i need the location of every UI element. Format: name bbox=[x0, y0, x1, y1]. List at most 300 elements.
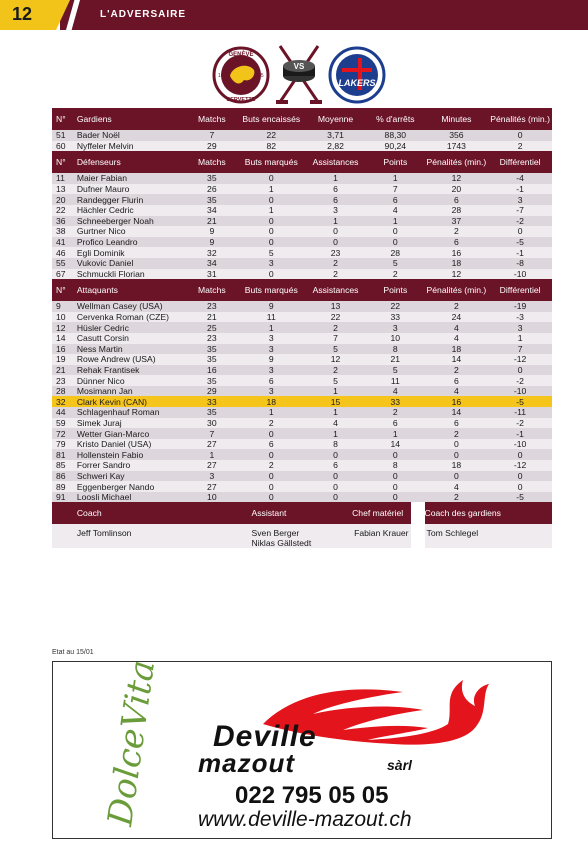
forward-cell: 0 bbox=[488, 481, 552, 492]
geneve-servette-logo bbox=[212, 46, 270, 104]
forward-cell: 23 bbox=[186, 301, 237, 312]
forward-cell: 3 bbox=[488, 322, 552, 333]
defender-cell: 0 bbox=[238, 173, 306, 184]
goalie-cell: Nyffeler Melvin bbox=[75, 141, 186, 152]
defender-row bbox=[52, 205, 552, 216]
forward-cell: 81 bbox=[52, 449, 75, 460]
forward-cell: 1 bbox=[186, 449, 237, 460]
staff-header-coach: Coach bbox=[75, 502, 186, 524]
defender-row bbox=[52, 173, 552, 184]
defender-cell: Vukovic Daniel bbox=[75, 258, 186, 269]
defender-cell: -2 bbox=[488, 216, 552, 227]
forward-cell: 0 bbox=[488, 449, 552, 460]
forward-cell: 0 bbox=[238, 492, 306, 503]
defender-cell: 11 bbox=[52, 173, 75, 184]
goalie-cell: 7 bbox=[186, 130, 237, 141]
defender-cell: 46 bbox=[52, 247, 75, 258]
forward-cell: 8 bbox=[305, 439, 366, 450]
defender-cell: Schmuckli Florian bbox=[75, 269, 186, 280]
goalie-cell: 3,71 bbox=[305, 130, 366, 141]
defender-cell: 7 bbox=[366, 184, 424, 195]
forward-cell: -5 bbox=[488, 492, 552, 503]
goalie-cell: 60 bbox=[52, 141, 75, 152]
forward-cell: 6 bbox=[238, 439, 306, 450]
forward-cell: 8 bbox=[366, 460, 424, 471]
defender-cell: 6 bbox=[305, 194, 366, 205]
forward-cell: 14 bbox=[366, 439, 424, 450]
forward-row bbox=[52, 344, 552, 355]
forward-row bbox=[52, 449, 552, 460]
goalie-header-4: Moyenne bbox=[305, 108, 366, 130]
defender-cell: 5 bbox=[238, 247, 306, 258]
svg-text:LAKERS: LAKERS bbox=[338, 78, 376, 88]
forward-cell: 12 bbox=[305, 354, 366, 365]
forward-cell: 35 bbox=[186, 375, 237, 386]
assistant-name-2: Niklas Gällstedt bbox=[251, 538, 312, 549]
forward-header-row bbox=[52, 279, 552, 301]
forward-row bbox=[52, 301, 552, 312]
defender-cell: 38 bbox=[52, 226, 75, 237]
forward-cell: 86 bbox=[52, 471, 75, 482]
forward-cell: 1 bbox=[488, 333, 552, 344]
forward-cell: 4 bbox=[425, 322, 489, 333]
forward-cell: 0 bbox=[238, 471, 306, 482]
forward-cell: 59 bbox=[52, 418, 75, 429]
forward-cell: 1 bbox=[305, 386, 366, 397]
goalie-header-2: Matchs bbox=[186, 108, 237, 130]
defender-cell: 41 bbox=[52, 237, 75, 248]
goalie-header-7: Pénalités (min.) bbox=[488, 108, 552, 130]
forward-cell: 85 bbox=[52, 460, 75, 471]
defender-cell: 67 bbox=[52, 269, 75, 280]
goalie-header-5: % d'arrêts bbox=[366, 108, 424, 130]
forward-cell: -2 bbox=[488, 375, 552, 386]
defender-cell: 1 bbox=[305, 173, 366, 184]
forward-cell: 5 bbox=[305, 375, 366, 386]
forward-cell: 16 bbox=[52, 344, 75, 355]
roster-stats-table bbox=[52, 108, 552, 548]
forward-cell: 0 bbox=[366, 449, 424, 460]
defender-cell: 0 bbox=[238, 226, 306, 237]
forward-cell: 11 bbox=[366, 375, 424, 386]
forward-cell: 0 bbox=[238, 428, 306, 439]
svg-text:DolceVita: DolceVita bbox=[100, 657, 164, 829]
defender-cell: 20 bbox=[425, 184, 489, 195]
forward-cell: Clark Kevin (CAN) bbox=[75, 396, 186, 407]
defender-header-7: Différentiel bbox=[488, 151, 552, 173]
forward-cell: 10 bbox=[186, 492, 237, 503]
forward-row bbox=[52, 439, 552, 450]
goalie-cell: 0 bbox=[488, 130, 552, 141]
defender-cell: 28 bbox=[425, 205, 489, 216]
defender-header-2: Matchs bbox=[186, 151, 237, 173]
defender-cell: -5 bbox=[488, 237, 552, 248]
forward-header-1: Attaquants bbox=[75, 279, 186, 301]
defender-cell: 6 bbox=[305, 184, 366, 195]
forward-cell: -12 bbox=[488, 460, 552, 471]
forward-cell: 35 bbox=[186, 354, 237, 365]
defender-cell: Gurtner Nico bbox=[75, 226, 186, 237]
svg-text:SERVETTE: SERVETTE bbox=[226, 97, 256, 103]
forward-cell: 0 bbox=[488, 365, 552, 376]
forward-cell: 33 bbox=[366, 396, 424, 407]
forward-cell: 19 bbox=[52, 354, 75, 365]
forward-cell: 79 bbox=[52, 439, 75, 450]
forward-cell: 3 bbox=[238, 333, 306, 344]
defender-cell: -8 bbox=[488, 258, 552, 269]
brand-suffix: sàrl bbox=[387, 757, 412, 773]
defender-cell: 5 bbox=[366, 258, 424, 269]
forward-cell: 5 bbox=[305, 344, 366, 355]
forward-cell: 0 bbox=[425, 449, 489, 460]
forward-cell: 4 bbox=[425, 333, 489, 344]
forward-cell: -5 bbox=[488, 396, 552, 407]
defender-cell: 12 bbox=[425, 173, 489, 184]
defender-cell: 35 bbox=[186, 173, 237, 184]
forward-cell: 3 bbox=[366, 322, 424, 333]
forward-row bbox=[52, 460, 552, 471]
defender-cell: 18 bbox=[425, 258, 489, 269]
forward-row bbox=[52, 322, 552, 333]
defender-cell: Schneeberger Noah bbox=[75, 216, 186, 227]
goalie-row bbox=[52, 130, 552, 141]
forward-row bbox=[52, 428, 552, 439]
forward-cell: 32 bbox=[52, 396, 75, 407]
forward-cell: 10 bbox=[52, 312, 75, 323]
forward-cell: 11 bbox=[238, 312, 306, 323]
forward-header-3: Buts marqués bbox=[238, 279, 306, 301]
forward-cell: 2 bbox=[366, 407, 424, 418]
brand-name-line1: Deville bbox=[213, 720, 317, 753]
forward-cell: 13 bbox=[305, 301, 366, 312]
forward-cell: 29 bbox=[186, 386, 237, 397]
forward-cell: 4 bbox=[366, 386, 424, 397]
forward-cell: 9 bbox=[238, 354, 306, 365]
forward-row bbox=[52, 333, 552, 344]
defender-cell: 6 bbox=[425, 194, 489, 205]
ad-phone-number[interactable]: 022 795 05 05 bbox=[235, 782, 389, 809]
goalie-cell: 88,30 bbox=[366, 130, 424, 141]
staff-row bbox=[52, 524, 552, 548]
forward-cell: 6 bbox=[238, 375, 306, 386]
svg-text:05: 05 bbox=[258, 73, 264, 79]
staff-header-goalie-coach: Coach des gardiens bbox=[425, 502, 552, 524]
forward-cell: 0 bbox=[425, 439, 489, 450]
forward-cell: -19 bbox=[488, 301, 552, 312]
defender-row bbox=[52, 237, 552, 248]
defender-cell: 2 bbox=[366, 269, 424, 280]
forward-cell: 2 bbox=[425, 301, 489, 312]
defender-row bbox=[52, 269, 552, 280]
forward-cell: -10 bbox=[488, 439, 552, 450]
forward-header-5: Points bbox=[366, 279, 424, 301]
forward-row bbox=[52, 492, 552, 503]
forward-row bbox=[52, 354, 552, 365]
forward-cell: Hüsler Cedric bbox=[75, 322, 186, 333]
defender-cell: 1 bbox=[366, 173, 424, 184]
defender-cell: -10 bbox=[488, 269, 552, 280]
defender-cell: -7 bbox=[488, 205, 552, 216]
forward-cell: 2 bbox=[305, 322, 366, 333]
forward-cell: 21 bbox=[52, 365, 75, 376]
advertisement[interactable] bbox=[52, 657, 552, 839]
forward-cell: 3 bbox=[238, 386, 306, 397]
forward-cell: 6 bbox=[305, 460, 366, 471]
goalie-header-row bbox=[52, 108, 552, 130]
forward-cell: 6 bbox=[425, 418, 489, 429]
defenders-section bbox=[52, 151, 552, 279]
goalie-cell: 356 bbox=[425, 130, 489, 141]
forward-row bbox=[52, 312, 552, 323]
defender-row bbox=[52, 184, 552, 195]
defender-cell: 2 bbox=[425, 226, 489, 237]
forward-cell: 2 bbox=[425, 365, 489, 376]
defender-header-3: Buts marqués bbox=[238, 151, 306, 173]
svg-text:18: 18 bbox=[218, 73, 224, 79]
coach-name: Jeff Tomlinson bbox=[75, 524, 186, 548]
defender-cell: 36 bbox=[52, 216, 75, 227]
defender-cell: 3 bbox=[305, 205, 366, 216]
defender-cell: -1 bbox=[488, 184, 552, 195]
forward-row bbox=[52, 481, 552, 492]
forward-cell: 15 bbox=[305, 396, 366, 407]
forward-cell: 0 bbox=[488, 471, 552, 482]
defender-cell: 0 bbox=[238, 237, 306, 248]
forward-cell: 1 bbox=[238, 407, 306, 418]
forward-cell: 2 bbox=[238, 418, 306, 429]
forward-header-7: Différentiel bbox=[488, 279, 552, 301]
defender-cell: Hächler Cedric bbox=[75, 205, 186, 216]
forward-cell: 18 bbox=[238, 396, 306, 407]
defender-cell: Dufner Mauro bbox=[75, 184, 186, 195]
forward-cell: 22 bbox=[305, 312, 366, 323]
forward-cell: 4 bbox=[425, 481, 489, 492]
defender-cell: 0 bbox=[488, 226, 552, 237]
forward-cell: 24 bbox=[425, 312, 489, 323]
assistant-names bbox=[238, 524, 367, 548]
defender-row bbox=[52, 258, 552, 269]
defender-cell: 0 bbox=[238, 194, 306, 205]
goalie-cell: 90,24 bbox=[366, 141, 424, 152]
forward-cell: Cervenka Roman (CZE) bbox=[75, 312, 186, 323]
forward-cell: Simek Juraj bbox=[75, 418, 186, 429]
forward-cell: Wetter Gian-Marco bbox=[75, 428, 186, 439]
forward-cell: 3 bbox=[238, 344, 306, 355]
forward-cell: 21 bbox=[366, 354, 424, 365]
defender-cell: 1 bbox=[305, 216, 366, 227]
forward-cell: 27 bbox=[186, 460, 237, 471]
defender-cell: 34 bbox=[186, 258, 237, 269]
defender-cell: 22 bbox=[52, 205, 75, 216]
forward-cell: 18 bbox=[425, 344, 489, 355]
forward-cell: -11 bbox=[488, 407, 552, 418]
goalie-cell: 22 bbox=[238, 130, 306, 141]
staff-header-assistant: Assistant bbox=[238, 502, 367, 524]
forward-cell: 23 bbox=[186, 333, 237, 344]
forward-cell: Eggenberger Nando bbox=[75, 481, 186, 492]
defender-header-6: Pénalités (min.) bbox=[425, 151, 489, 173]
forward-cell: 9 bbox=[238, 301, 306, 312]
goalie-coach-name: Tom Schlegel bbox=[425, 524, 552, 548]
defender-header-5: Points bbox=[366, 151, 424, 173]
defender-cell: 37 bbox=[425, 216, 489, 227]
forward-cell: 35 bbox=[186, 407, 237, 418]
forward-cell: 7 bbox=[186, 428, 237, 439]
forward-cell: 3 bbox=[186, 471, 237, 482]
forward-cell: 1 bbox=[305, 407, 366, 418]
forward-cell: Kristo Daniel (USA) bbox=[75, 439, 186, 450]
defender-cell: -1 bbox=[488, 247, 552, 258]
defender-row bbox=[52, 216, 552, 227]
defender-cell: 3 bbox=[488, 194, 552, 205]
forward-cell: 14 bbox=[425, 407, 489, 418]
goalie-header-6: Minutes bbox=[425, 108, 489, 130]
forward-cell: 3 bbox=[238, 365, 306, 376]
forward-cell: 16 bbox=[425, 396, 489, 407]
forward-cell: 7 bbox=[488, 344, 552, 355]
forward-cell: 2 bbox=[425, 428, 489, 439]
forward-cell: 33 bbox=[186, 396, 237, 407]
defender-cell: 16 bbox=[425, 247, 489, 258]
forward-cell: Rehak Frantisek bbox=[75, 365, 186, 376]
forward-cell: Forrer Sandro bbox=[75, 460, 186, 471]
goalie-header-1: Gardiens bbox=[75, 108, 186, 130]
forward-cell: 4 bbox=[305, 418, 366, 429]
forward-cell: 8 bbox=[366, 344, 424, 355]
forward-cell: 5 bbox=[366, 365, 424, 376]
forward-cell: Ness Martin bbox=[75, 344, 186, 355]
forward-cell: 7 bbox=[305, 333, 366, 344]
defender-cell: 28 bbox=[366, 247, 424, 258]
forward-cell: 0 bbox=[425, 471, 489, 482]
forward-cell: 6 bbox=[425, 375, 489, 386]
forward-cell: Mosimann Jan bbox=[75, 386, 186, 397]
defender-cell: 6 bbox=[366, 194, 424, 205]
defender-cell: Maier Fabian bbox=[75, 173, 186, 184]
as-of-date: Etat au 15/01 bbox=[52, 649, 94, 656]
forward-cell: Casutt Corsin bbox=[75, 333, 186, 344]
defender-cell: 0 bbox=[366, 226, 424, 237]
defender-cell: 31 bbox=[186, 269, 237, 280]
forward-cell: Rowe Andrew (USA) bbox=[75, 354, 186, 365]
defender-cell: 0 bbox=[238, 216, 306, 227]
forward-cell: 27 bbox=[186, 439, 237, 450]
defender-cell: 13 bbox=[52, 184, 75, 195]
defender-cell: Profico Leandro bbox=[75, 237, 186, 248]
forward-row bbox=[52, 375, 552, 386]
forward-cell: Wellman Casey (USA) bbox=[75, 301, 186, 312]
staff-header-equipment: Chef matériel bbox=[352, 502, 410, 524]
forward-cell: 14 bbox=[425, 354, 489, 365]
defender-cell: 3 bbox=[238, 258, 306, 269]
goalie-cell: 2,82 bbox=[305, 141, 366, 152]
forward-row bbox=[52, 365, 552, 376]
defender-cell: 6 bbox=[425, 237, 489, 248]
dolcevita-logo bbox=[89, 657, 164, 832]
defender-cell: 23 bbox=[305, 247, 366, 258]
defender-cell: 32 bbox=[186, 247, 237, 258]
forward-cell: Loosli Michael bbox=[75, 492, 186, 503]
forward-cell: 27 bbox=[186, 481, 237, 492]
forward-cell: 10 bbox=[366, 333, 424, 344]
forward-cell: -10 bbox=[488, 386, 552, 397]
goalie-header-0: N° bbox=[52, 108, 75, 130]
forward-cell: Hollenstein Fabio bbox=[75, 449, 186, 460]
forward-header-0: N° bbox=[52, 279, 75, 301]
forwards-section bbox=[52, 279, 552, 502]
defender-cell: 0 bbox=[305, 237, 366, 248]
forward-header-4: Assistances bbox=[305, 279, 366, 301]
defender-cell: 21 bbox=[186, 216, 237, 227]
defender-row bbox=[52, 247, 552, 258]
forward-cell: 25 bbox=[186, 322, 237, 333]
page-header bbox=[0, 0, 588, 30]
defender-cell: 34 bbox=[186, 205, 237, 216]
forward-cell: 2 bbox=[238, 460, 306, 471]
defender-cell: 1 bbox=[238, 184, 306, 195]
goalie-cell: 1743 bbox=[425, 141, 489, 152]
section-title: L'ADVERSAIRE bbox=[100, 9, 187, 20]
forward-cell: -12 bbox=[488, 354, 552, 365]
forward-cell: 14 bbox=[52, 333, 75, 344]
forward-cell: 1 bbox=[305, 428, 366, 439]
forward-cell: 44 bbox=[52, 407, 75, 418]
forward-cell: 16 bbox=[186, 365, 237, 376]
forward-cell: 2 bbox=[425, 492, 489, 503]
brand-name-line2: mazout bbox=[198, 748, 295, 778]
ad-website-link[interactable]: www.deville-mazout.ch bbox=[198, 808, 412, 831]
staff-header-row bbox=[52, 502, 552, 524]
goalie-header-3: Buts encaissés bbox=[238, 108, 306, 130]
defender-row bbox=[52, 194, 552, 205]
defender-cell: 0 bbox=[305, 226, 366, 237]
forward-cell: 0 bbox=[366, 492, 424, 503]
forward-cell: 33 bbox=[366, 312, 424, 323]
forward-cell: 0 bbox=[305, 449, 366, 460]
forward-cell: 0 bbox=[366, 471, 424, 482]
forward-cell: 21 bbox=[186, 312, 237, 323]
forward-cell: 12 bbox=[52, 322, 75, 333]
staff-section bbox=[52, 502, 552, 548]
defender-cell: 4 bbox=[366, 205, 424, 216]
defender-header-row bbox=[52, 151, 552, 173]
defender-cell: 0 bbox=[366, 237, 424, 248]
goalie-cell: 51 bbox=[52, 130, 75, 141]
forward-cell: 23 bbox=[52, 375, 75, 386]
goalie-cell: Bader Noël bbox=[75, 130, 186, 141]
defender-cell: Randegger Flurin bbox=[75, 194, 186, 205]
defender-cell: 26 bbox=[186, 184, 237, 195]
forward-cell: Dünner Nico bbox=[75, 375, 186, 386]
defender-header-1: Défenseurs bbox=[75, 151, 186, 173]
forward-row bbox=[52, 418, 552, 429]
forward-cell: 1 bbox=[366, 428, 424, 439]
forward-cell: -2 bbox=[488, 418, 552, 429]
defender-cell: 9 bbox=[186, 226, 237, 237]
defender-cell: 55 bbox=[52, 258, 75, 269]
goalies-section bbox=[52, 108, 552, 151]
defender-header-4: Assistances bbox=[305, 151, 366, 173]
forward-cell: Schweri Kay bbox=[75, 471, 186, 482]
team-logos bbox=[200, 40, 400, 106]
forward-cell: 0 bbox=[305, 471, 366, 482]
forward-row bbox=[52, 407, 552, 418]
defender-cell: 2 bbox=[305, 258, 366, 269]
forward-cell: 91 bbox=[52, 492, 75, 503]
defender-cell: 2 bbox=[305, 269, 366, 280]
forward-header-6: Pénalités (min.) bbox=[425, 279, 489, 301]
forward-cell: -3 bbox=[488, 312, 552, 323]
